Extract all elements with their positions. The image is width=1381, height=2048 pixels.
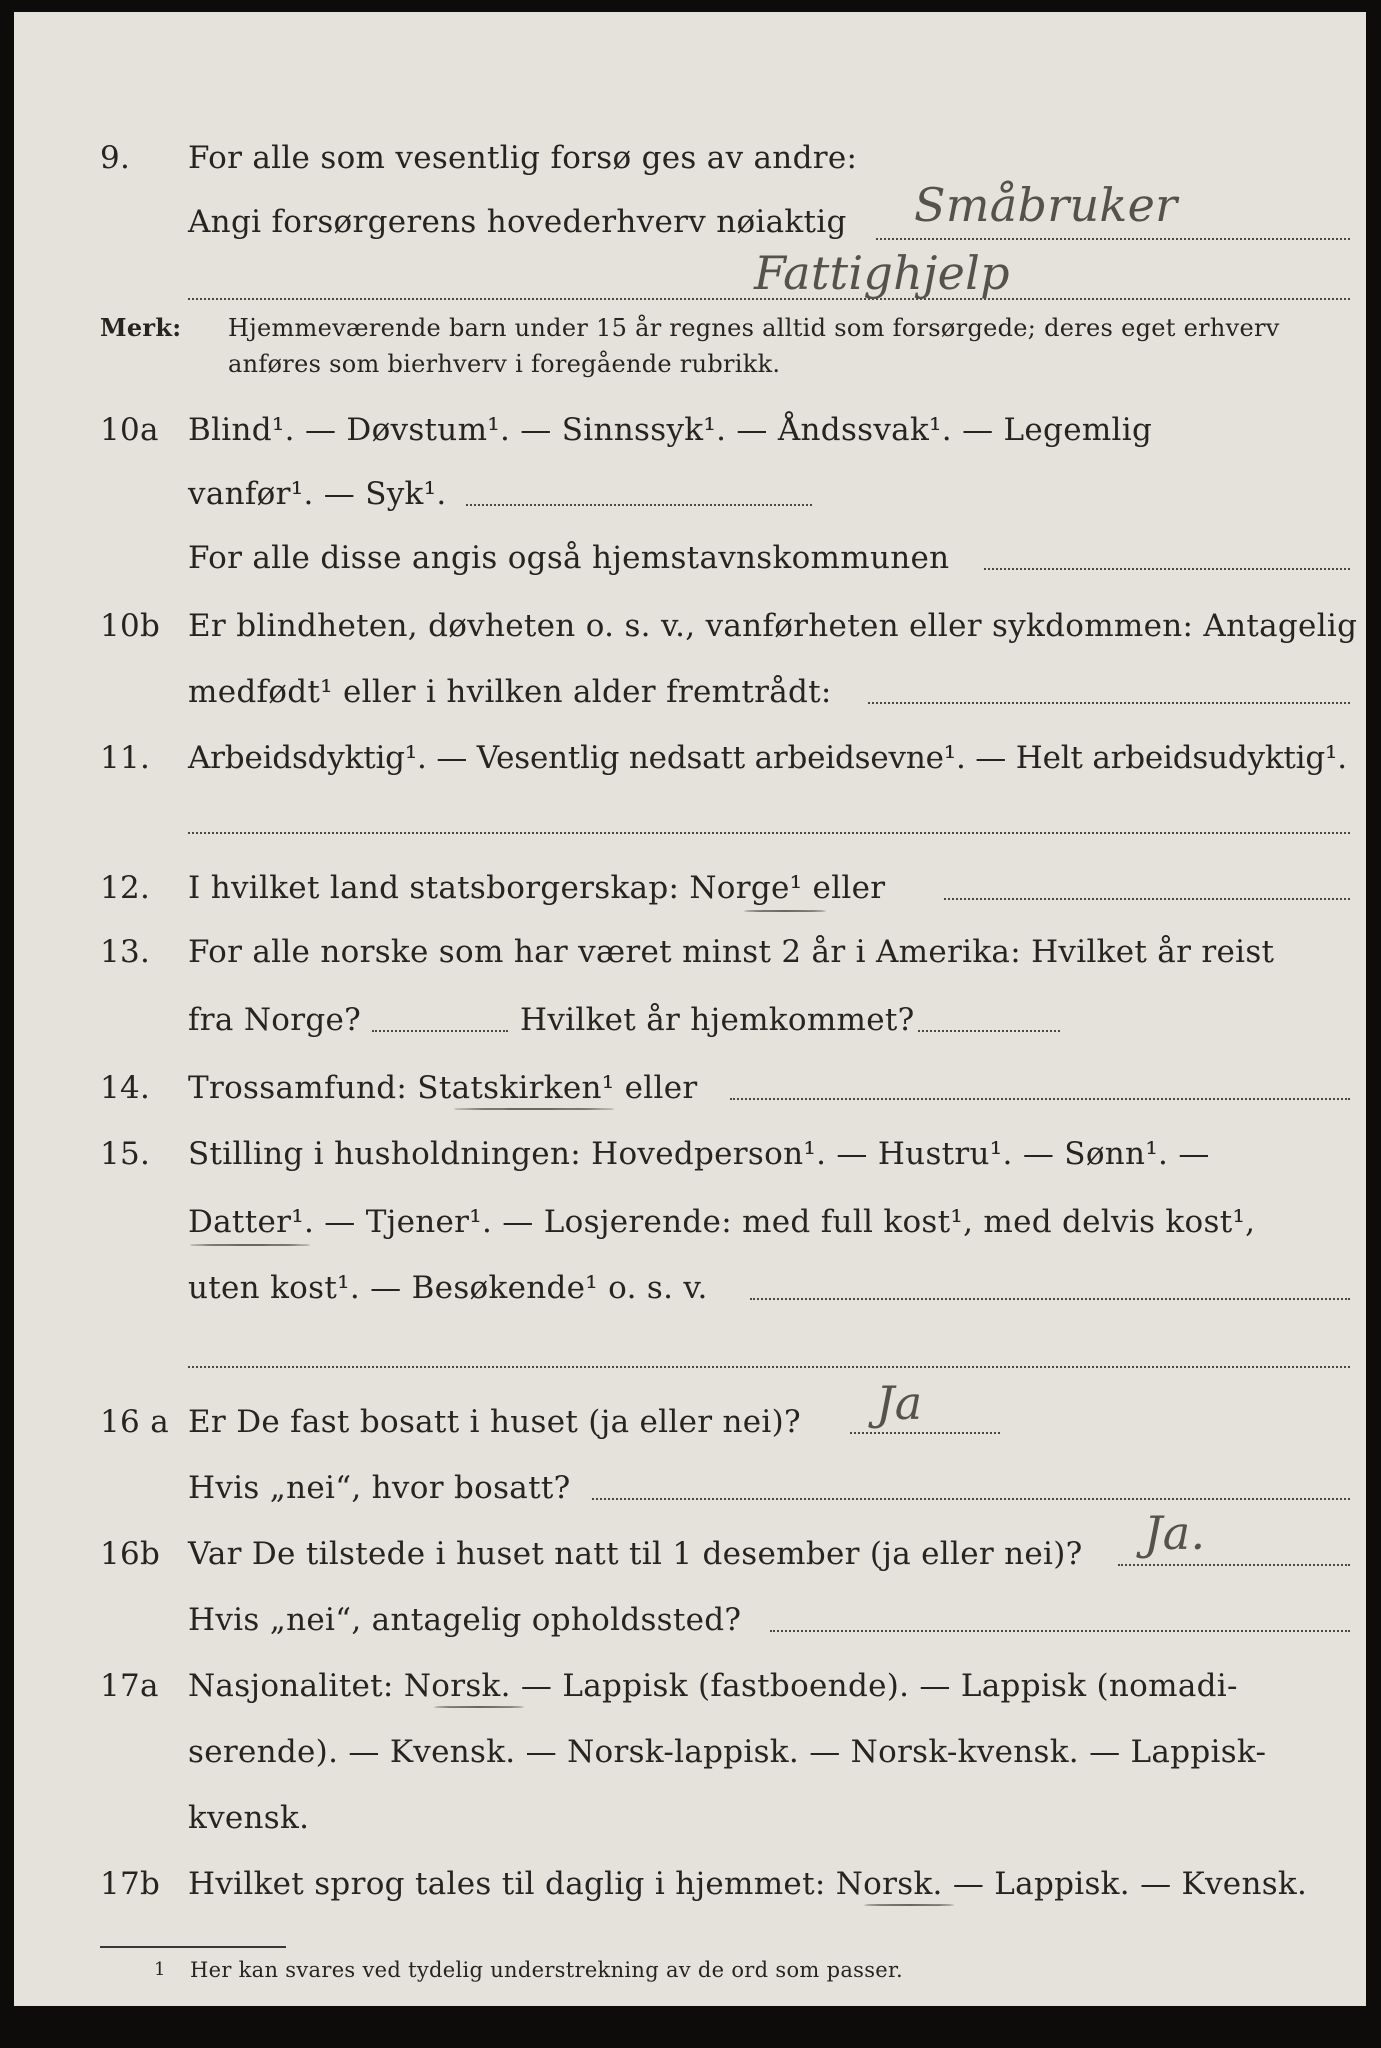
q15-text-line2: Datter¹. — Tjener¹. — Losjerende: med full kost¹, med delvis kost¹,	[188, 1204, 1256, 1240]
merk-text-line1: Hjemmeværende barn under 15 år regnes alltid som forsørgede; deres eget erhverv	[228, 314, 1280, 342]
footnote-marker: 1	[154, 1959, 166, 1980]
q13-text-line2b: Hvilket år hjemkommet?	[520, 1002, 915, 1038]
q17a-norsk-underline	[434, 1706, 524, 1708]
q12-answer-line	[944, 898, 1350, 900]
q16b-handwritten-answer: Ja.	[1144, 1506, 1206, 1560]
q16a-text-line2: Hvis „nei“, hvor bosatt?	[188, 1470, 571, 1506]
q15-number: 15.	[100, 1136, 151, 1172]
q9-handwritten-support: Fattighjelp	[754, 246, 1010, 300]
q9-text-line1: For alle som vesentlig forsø ges av andre:	[188, 140, 858, 176]
q9-answer-line1	[876, 238, 1350, 240]
q13-departure-line	[372, 1030, 508, 1032]
q14-answer-line	[730, 1098, 1350, 1100]
q10b-text-line1: Er blindheten, døvheten o. s. v., vanførheten eller sykdommen: Antagelig	[188, 608, 1358, 644]
q17a-number: 17a	[100, 1668, 159, 1704]
footnote-rule	[100, 1946, 286, 1948]
q11-answer-line	[188, 832, 1350, 834]
q17b-text-line1: Hvilket sprog tales til daglig i hjemmet: Norsk. — Lappisk. — Kvensk.	[188, 1866, 1308, 1902]
merk-label: Merk:	[100, 313, 182, 342]
q11-text-line1: Arbeidsdyktig¹. — Vesentlig nedsatt arbeidsevne¹. — Helt arbeidsudyktig¹.	[188, 740, 1347, 776]
q16a-answer-line	[850, 1432, 1000, 1434]
q10a-answer-line	[466, 504, 812, 506]
q15-answer-line1	[750, 1298, 1350, 1300]
q16a-residence-line	[592, 1498, 1350, 1500]
census-form-page	[14, 12, 1366, 2006]
footnote-text: Her kan svares ved tydelig understrekning av de ord som passer.	[190, 1958, 904, 1982]
q10a-text-line1: Blind¹. — Døvstum¹. — Sinnssyk¹. — Åndssvak¹. — Legemlig	[188, 412, 1153, 448]
merk-text-line2: anføres som bierhverv i foregående rubrikk.	[228, 350, 781, 378]
q10b-text-line2: medfødt¹ eller i hvilken alder fremtrådt:	[188, 674, 832, 710]
q16b-answer-line	[1118, 1564, 1350, 1566]
q9-number: 9.	[100, 140, 131, 176]
q10b-answer-line	[868, 702, 1350, 704]
q17a-text-line1: Nasjonalitet: Norsk. — Lappisk (fastboende). — Lappisk (nomadi-	[188, 1668, 1238, 1704]
q16b-number: 16b	[100, 1536, 161, 1572]
q9-text-line2: Angi forsørgerens hovederhverv nøiaktig	[188, 204, 847, 240]
q13-number: 13.	[100, 934, 151, 970]
q16a-text-line1: Er De fast bosatt i huset (ja eller nei)?	[188, 1404, 801, 1440]
q17a-text-line3: kvensk.	[188, 1800, 310, 1836]
q15-text-line3: uten kost¹. — Besøkende¹ o. s. v.	[188, 1270, 708, 1306]
q10a-hometown-line	[984, 568, 1350, 570]
q12-number: 12.	[100, 870, 151, 906]
q10a-text-line2: vanfør¹. — Syk¹.	[188, 476, 447, 512]
q14-number: 14.	[100, 1070, 151, 1106]
q13-text-line2a: fra Norge?	[188, 1002, 362, 1038]
q17a-text-line2: serende). — Kvensk. — Norsk-lappisk. — Norsk-kvensk. — Lappisk-	[188, 1734, 1267, 1770]
q11-number: 11.	[100, 740, 151, 776]
q10b-number: 10b	[100, 608, 161, 644]
q16b-text-line2: Hvis „nei“, antagelig opholdssted?	[188, 1602, 742, 1638]
q12-text-line1: I hvilket land statsborgerskap: Norge¹ eller	[188, 870, 886, 906]
q10a-text-line3: For alle disse angis også hjemstavnskommunen	[188, 540, 950, 576]
q12-norge-underline	[744, 910, 826, 912]
q17b-number: 17b	[100, 1866, 161, 1902]
q16a-handwritten-answer: Ja	[876, 1376, 923, 1430]
q16b-text-line1: Var De tilstede i huset natt til 1 desember (ja eller nei)?	[188, 1536, 1083, 1572]
q17b-norsk-underline	[864, 1904, 954, 1906]
q10a-number: 10a	[100, 412, 159, 448]
q16a-number: 16 a	[100, 1404, 169, 1440]
q14-statskirken-underline	[454, 1108, 614, 1110]
q15-text-line1: Stilling i husholdningen: Hovedperson¹. — Hustru¹. — Sønn¹. —	[188, 1136, 1210, 1172]
q13-return-line	[918, 1030, 1060, 1032]
q15-answer-line2	[188, 1366, 1350, 1368]
q9-handwritten-occupation: Småbruker	[914, 178, 1178, 232]
q16b-location-line	[770, 1630, 1350, 1632]
q13-text-line1: For alle norske som har været minst 2 år i Amerika: Hvilket år reist	[188, 934, 1275, 970]
q14-text-line1: Trossamfund: Statskirken¹ eller	[188, 1070, 698, 1106]
q15-datter-underline	[190, 1244, 310, 1246]
